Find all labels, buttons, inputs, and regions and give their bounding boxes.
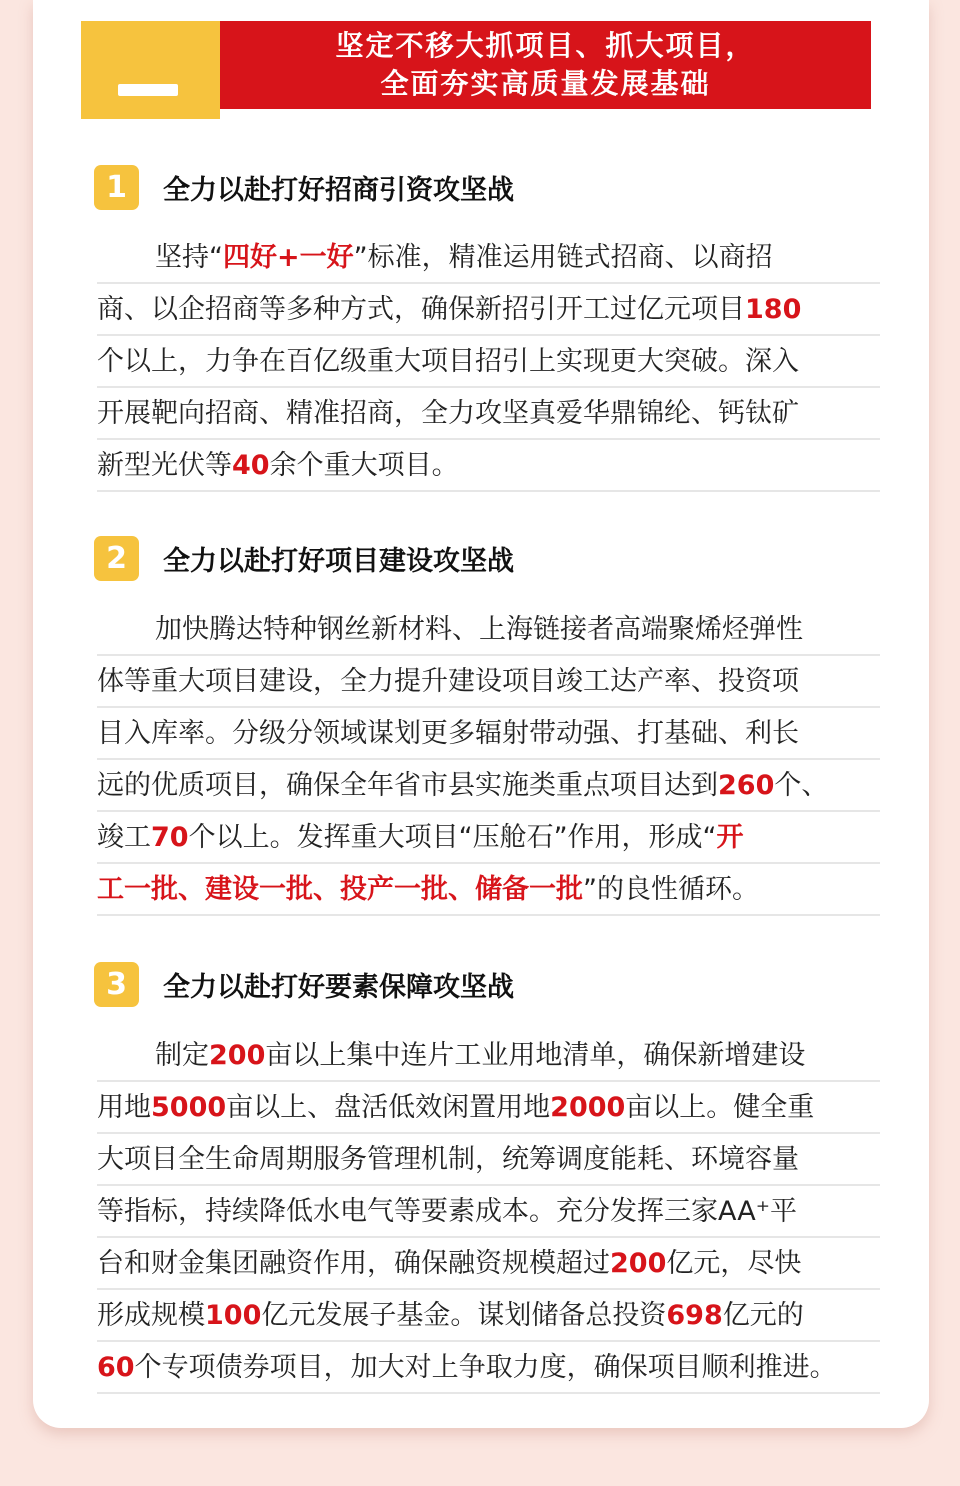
- paragraph-line: [97, 812, 880, 864]
- body-text: 亿元，尽快: [666, 1248, 802, 1279]
- section-1-paragraph: [97, 232, 880, 492]
- paragraph-line: [97, 604, 880, 656]
- paragraph-line: [97, 1186, 880, 1238]
- paragraph-line: [97, 1134, 880, 1186]
- body-text: 个、: [774, 770, 829, 801]
- highlight-text: 2000: [550, 1092, 626, 1123]
- body-text: 个以上，力争在百亿级重大项目招引上实现更大突破。深入: [97, 346, 799, 377]
- chapter-number-block: [81, 21, 220, 119]
- highlight-text: 四好+一好: [223, 242, 354, 273]
- section-number-badge: 2: [94, 536, 139, 581]
- highlight-text: 698: [666, 1300, 723, 1331]
- paragraph-line: [97, 708, 880, 760]
- highlight-text: 开: [716, 822, 744, 853]
- section-title: 全力以赴打好要素保障攻坚战: [163, 971, 514, 1003]
- body-text: 亿元发展子基金。谋划储备总投资: [261, 1300, 667, 1331]
- body-text: 大项目全生命周期服务管理机制，统筹调度能耗、环境容量: [97, 1144, 799, 1175]
- section-title: 全力以赴打好招商引资攻坚战: [163, 174, 514, 206]
- body-text: 余个重大项目。: [269, 450, 459, 481]
- section-2-heading: [94, 535, 514, 581]
- body-text: 商、以企招商等多种方式，确保新招引开工过亿元项目: [97, 294, 745, 325]
- body-text: 形成规模: [97, 1300, 205, 1331]
- paragraph-line: [97, 440, 880, 492]
- highlight-text: 100: [205, 1300, 262, 1331]
- body-text: 亩以上。健全重: [625, 1092, 815, 1123]
- paragraph-line: [97, 1238, 880, 1290]
- body-text: 亿元的: [722, 1300, 804, 1331]
- section-title: 全力以赴打好项目建设攻坚战: [163, 545, 514, 577]
- body-text: ”标准，精准运用链式招商、以商招: [353, 242, 773, 273]
- paragraph-line: [97, 760, 880, 812]
- highlight-text: 260: [718, 770, 775, 801]
- paragraph-line: [97, 336, 880, 388]
- highlight-text: 180: [745, 294, 802, 325]
- paragraph-line: [97, 284, 880, 336]
- paragraph-line: [97, 1290, 880, 1342]
- paragraph-line: [97, 232, 880, 284]
- chapter-title-line2: 全面夯实高质量发展基础: [380, 67, 711, 100]
- section-2-paragraph: [97, 604, 880, 916]
- body-text: 亩以上、盘活低效闲置用地: [226, 1092, 551, 1123]
- section-3-paragraph: [97, 1030, 880, 1394]
- highlight-text: 70: [151, 822, 189, 853]
- highlight-text: 5000: [151, 1092, 227, 1123]
- highlight-text: 200: [209, 1040, 266, 1071]
- section-1-heading: [94, 164, 514, 210]
- paragraph-line: [97, 1082, 880, 1134]
- body-text: 台和财金集团融资作用，确保融资规模超过: [97, 1248, 610, 1279]
- highlight-text: 200: [610, 1248, 667, 1279]
- body-text: 竣工: [97, 822, 151, 853]
- body-text: ”的良性循环。: [583, 874, 759, 905]
- body-text: 制定: [155, 1040, 209, 1071]
- highlight-text: 40: [232, 450, 270, 481]
- section-number-badge: 3: [94, 962, 139, 1007]
- body-text: 体等重大项目建设，全力提升建设项目竣工达产率、投资项: [97, 666, 799, 697]
- body-text: 个以上。发挥重大项目“压舱石”作用，形成“: [188, 822, 717, 853]
- body-text: 等指标，持续降低水电气等要素成本。充分发挥三家AA⁺平: [97, 1196, 797, 1227]
- body-text: 亩以上集中连片工业用地清单，确保新增建设: [265, 1040, 806, 1071]
- chapter-title-line1: 坚定不移大抓项目、抓大项目，: [335, 29, 756, 62]
- body-text: 远的优质项目，确保全年省市县实施类重点项目达到: [97, 770, 718, 801]
- paragraph-line: [97, 388, 880, 440]
- highlight-text: 60: [97, 1352, 135, 1383]
- highlight-text: 工一批、建设一批、投产一批、储备一批: [97, 874, 583, 905]
- paragraph-line: [97, 864, 880, 916]
- body-text: 新型光伏等: [97, 450, 232, 481]
- body-text: 用地: [97, 1092, 151, 1123]
- body-text: 坚持“: [155, 242, 223, 273]
- section-3-heading: [94, 961, 514, 1007]
- paragraph-line: [97, 1342, 880, 1394]
- paragraph-line: [97, 656, 880, 708]
- paragraph-line: [97, 1030, 880, 1082]
- body-text: 目入库率。分级分领域谋划更多辐射带动强、打基础、利长: [97, 718, 799, 749]
- section-number-badge: 1: [94, 165, 139, 210]
- body-text: 个专项债券项目，加大对上争取力度，确保项目顺利推进。: [134, 1352, 837, 1383]
- chapter-title-banner: [220, 21, 871, 109]
- chapter-number-one: [118, 84, 178, 96]
- body-text: 开展靶向招商、精准招商，全力攻坚真爱华鼎锦纶、钙钛矿: [97, 398, 799, 429]
- body-text: 加快腾达特种钢丝新材料、上海链接者高端聚烯烃弹性: [155, 614, 803, 645]
